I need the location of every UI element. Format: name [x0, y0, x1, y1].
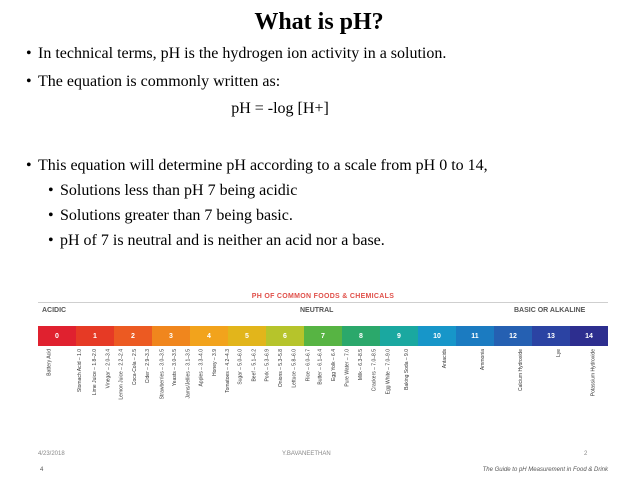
ph-item-label: Ammonia	[480, 349, 486, 371]
figure-divider	[38, 302, 608, 303]
sub-bullet-2-text: Solutions greater than 7 being basic.	[60, 207, 293, 224]
ph-item-label: Pure Water – 7.0	[345, 349, 351, 387]
footer-page-number: 2	[584, 451, 588, 457]
ph-item-label: Sugar – 5.0–6.0	[238, 349, 244, 385]
acidic-label: ACIDIC	[42, 307, 67, 314]
ph-item-label: Tomatoes – 4.2–4.3	[225, 349, 231, 393]
ph-equation: pH = -log [H+]	[231, 100, 329, 117]
ph-item-label: Calcium Hydroxide	[518, 349, 524, 391]
ph-item-label: Egg Yolk – 6.4	[331, 349, 337, 381]
ph-segment-9: 9	[380, 326, 418, 346]
ph-item-label: Strawberries – 3.0–3.5	[159, 349, 165, 400]
bullet-3-text: This equation will determine pH according to a scale from pH 0 to 14,	[38, 157, 488, 174]
figure-title: PH OF COMMON FOODS & CHEMICALS	[251, 293, 395, 300]
ph-item-label: Stomach Acid – 1.0	[77, 349, 83, 393]
ph-item-label: Egg White – 7.0–9.0	[385, 349, 391, 395]
ph-item-label: Baking Soda – 9.0	[404, 349, 410, 390]
ph-segment-14: 14	[570, 326, 608, 346]
bullet-glyph: •	[26, 73, 32, 90]
ph-segment-6: 6	[266, 326, 304, 346]
ph-segment-7: 7	[304, 326, 342, 346]
ph-item-label: Jams/Jellies – 3.1–3.5	[185, 349, 191, 399]
ph-item-label: Honey – 3.9	[212, 349, 218, 376]
ph-item-label: Crackers – 7.0–8.5	[371, 349, 377, 392]
sub-bullet-1	[48, 181, 297, 201]
ph-item-label: Lime Juice – 1.8–2.0	[92, 349, 98, 396]
ph-segment-11: 11	[456, 326, 494, 346]
ph-item-label: Antacids	[442, 349, 448, 369]
ph-segment-10: 10	[418, 326, 456, 346]
ph-segment-8: 8	[342, 326, 380, 346]
ph-segment-1: 1	[76, 326, 114, 346]
figure-page-number: 4	[40, 467, 44, 473]
ph-item-label: Cider – 2.9–3.3	[145, 349, 151, 384]
bullet-glyph: •	[48, 182, 54, 199]
bullet-2-text: The equation is commonly written as:	[38, 73, 281, 90]
ph-item-label: Apples – 3.3–4.0	[199, 349, 205, 387]
ph-item-label: Lettuce – 5.8–6.0	[292, 349, 298, 388]
ph-segment-4: 4	[190, 326, 228, 346]
bullet-3	[26, 156, 488, 176]
sub-bullet-1-text: Solutions less than pH 7 being acidic	[60, 182, 298, 199]
ph-item-label: Coca-Cola – 2.5	[132, 349, 138, 386]
basic-label: BASIC OR ALKALINE	[514, 307, 586, 314]
figure-source: The Guide to pH Measurement in Food & Drink	[482, 467, 608, 473]
ph-item-label: Vinegar – 2.0–3.4	[105, 349, 111, 389]
ph-item-label: Rice – 6.0–6.7	[305, 349, 311, 382]
slide-title: What is pH?	[254, 9, 384, 35]
ph-item-label: Beef – 5.1–6.2	[252, 349, 258, 382]
ph-item-label: Lye	[556, 349, 562, 357]
footer-date: 4/23/2018	[38, 451, 65, 457]
ph-scale-figure	[38, 285, 608, 475]
ph-item-label: Yeasts – 3.0–3.5	[172, 349, 178, 387]
sub-bullet-3	[48, 231, 385, 251]
ph-item-label: Pork – 5.3–6.9	[265, 349, 271, 382]
neutral-label: NEUTRAL	[300, 307, 334, 314]
ph-segment-5: 5	[228, 326, 266, 346]
sub-bullet-3-text: pH of 7 is neutral and is neither an acid nor a base.	[60, 232, 385, 249]
bullet-glyph: •	[48, 232, 54, 249]
ph-item-label: Potassium Hydroxide	[590, 349, 596, 397]
ph-color-bar	[38, 326, 608, 346]
ph-item-label: Butter – 6.1–6.4	[318, 349, 324, 385]
footer-author: Y.BAVANEETHAN	[282, 451, 331, 457]
ph-segment-12: 12	[494, 326, 532, 346]
ph-item-labels	[38, 347, 608, 447]
ph-segment-13: 13	[532, 326, 570, 346]
bullet-1-text: In technical terms, pH is the hydrogen ion activity in a solution.	[38, 45, 447, 62]
ph-item-label: Milk – 6.3–8.5	[358, 349, 364, 381]
bullet-1	[26, 44, 446, 64]
ph-segment-0: 0	[38, 326, 76, 346]
bullet-glyph: •	[26, 157, 32, 174]
ph-item-label: Battery Acid	[47, 349, 53, 376]
bullet-2	[26, 72, 280, 92]
ph-segment-3: 3	[152, 326, 190, 346]
sub-bullet-2	[48, 206, 293, 226]
bullet-glyph: •	[48, 207, 54, 224]
bullet-glyph: •	[26, 45, 32, 62]
ph-item-label: Lemon Juice – 2.2–2.4	[119, 349, 125, 400]
ph-item-label: Onions – 5.3–5.8	[278, 349, 284, 388]
ph-segment-2: 2	[114, 326, 152, 346]
